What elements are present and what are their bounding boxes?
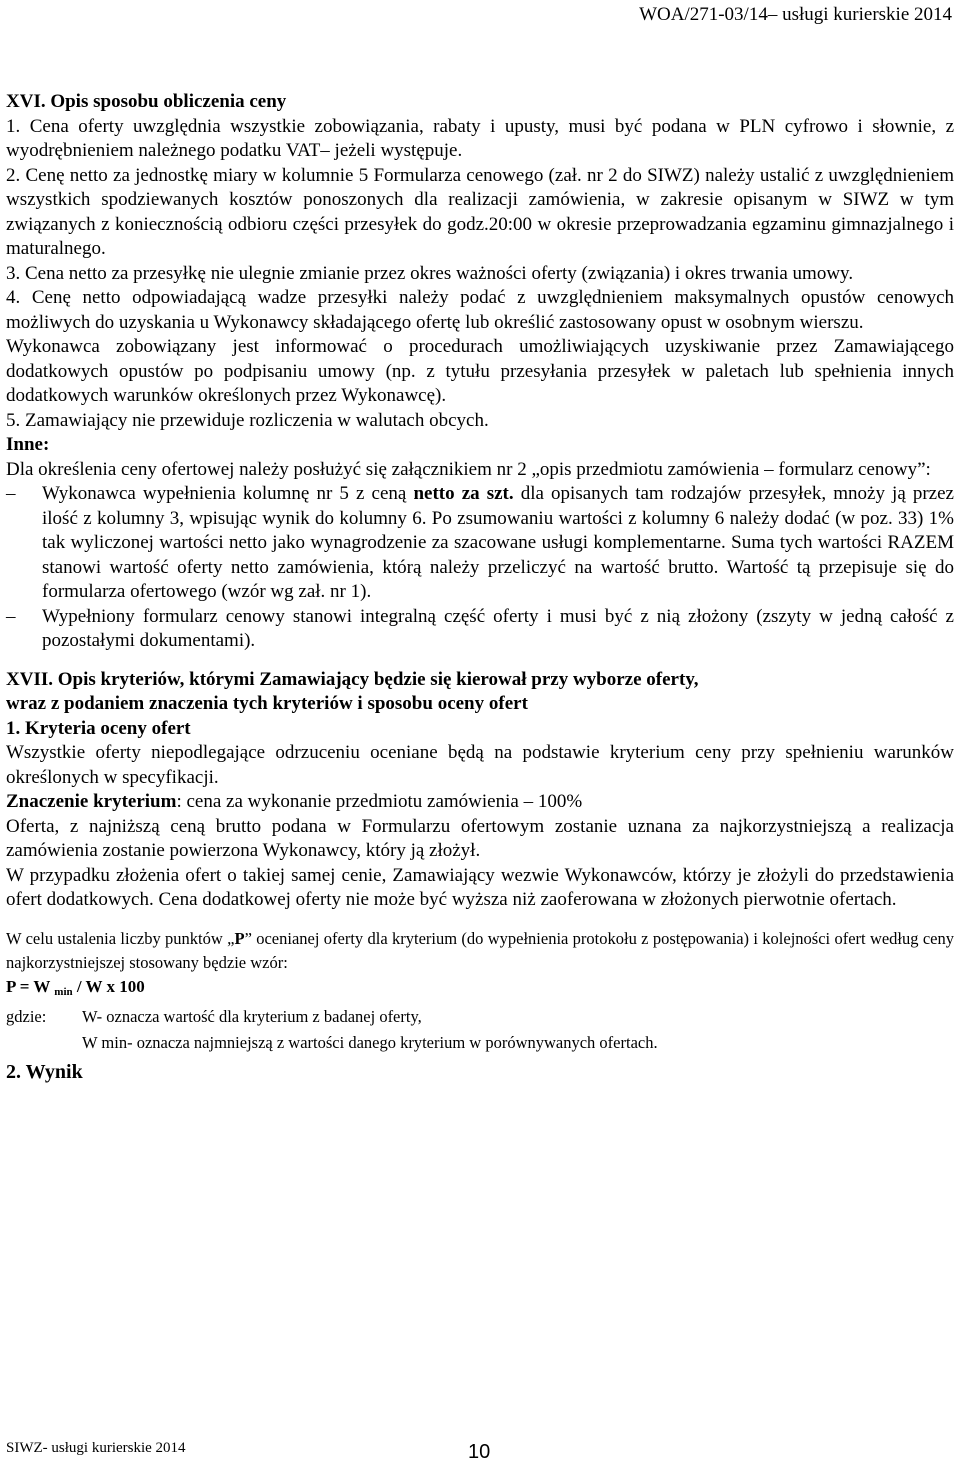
s16-paragraph-3: 3. Cena netto za przesyłkę nie ulegnie zmianie przez okres ważności oferty (związania) i okres trwania umowy.	[6, 262, 854, 284]
p4-part-b: ” ocenianej oferty dla kryterium (do wypełnienia protokołu z postępowania) i kolejności ofert według ceny najkorzystniejszej stosowany będzie wzór:	[6, 928, 954, 972]
s17-paragraph-2: Oferta, z najniższą ceną brutto podana w Formularzu ofertowym zostanie uznana za najkorzystniejszą a realizacja zamówienia zostanie powierzona Wykonawcy, który ją złożył.	[6, 815, 954, 861]
s16-paragraph-4b: Wykonawca zobowiązany jest informować o procedurach umożliwiających uzyskiwanie przez Zamawiającego dodatkowych opustów po podpisaniu umowy (np. z tytułu przesyłania przesyłek w paletach lub spełnienia innych dodatkowych warunków określonych przez Wykonawcę).	[6, 336, 954, 406]
bullet-item-1	[6, 482, 954, 605]
document-body	[6, 90, 954, 1085]
footer-title: SIWZ- usługi kurierskie 2014	[6, 1440, 186, 1456]
gdzie-label: gdzie:	[6, 1007, 47, 1026]
gdzie-definition-1: W- oznacza wartość dla kryterium z badanej oferty,	[82, 1007, 422, 1026]
formula-part-b: / W x 100	[72, 976, 145, 996]
s17-paragraph-1: Wszystkie oferty niepodlegające odrzuceniu oceniane będą na podstawie kryterium ceny przy spełnieniu warunków określonych w specyfikacji.	[6, 742, 954, 788]
znaczenie-label: Znaczenie kryterium	[6, 791, 177, 812]
s16-paragraph-2: 2. Cenę netto za jednostkę miary w kolumnie 5 Formularza cenowego (zał. nr 2 do SIWZ) należy ustalić z uwzględnieniem wszystkich spodziewanych kosztów ponoszonych dla realizacji zamówienia, w zakresie opisanym w SIWZ w tym związanych z koniecznością odbioru części przesyłek do godz.20:00 w okresie przeprowadzania egzaminu gimnazjalnego i maturalnego.	[6, 164, 954, 259]
s17-subheading-2: 2. Wynik	[6, 1061, 83, 1083]
bullet-1-part-a: Wykonawca wypełnienia kolumnę nr 5 z ceną	[42, 483, 414, 504]
gdzie-line-1	[6, 1004, 954, 1030]
formula-subscript: min	[54, 985, 73, 998]
inne-label: Inne:	[6, 434, 50, 455]
section-17-title-line-2: wraz z podaniem znaczenia tych kryteriów i sposobu oceny ofert	[6, 693, 528, 714]
p4-bold-p: P	[234, 928, 245, 948]
dash-marker: –	[6, 483, 16, 504]
dash-marker: –	[6, 605, 16, 627]
s16-paragraph-1: 1. Cena oferty uwzględnia wszystkie zobowiązania, rabaty i upusty, musi być podana w PLN cyfrowo i słownie, z wyodrębnieniem należnego podatku VAT– jeżeli występuje.	[6, 115, 954, 161]
section-16-title: XVI. Opis sposobu obliczenia ceny	[6, 91, 287, 112]
s17-paragraph-3: W przypadku złożenia ofert o takiej samej cenie, Zamawiający wezwie Wykonawców, którzy je złożyli do przedstawienia ofert dodatkowych. Cena dodatkowej oferty nie może być wyższa niż zaoferowana w złożonych pierwotnie ofertach.	[6, 864, 954, 910]
bullet-1-bold: netto za szt.	[413, 483, 514, 504]
znaczenie-text: : cena za wykonanie przedmiotu zamówienia – 100%	[176, 791, 583, 812]
inne-text: Dla określenia ceny ofertowej należy posłużyć się załącznikiem nr 2 „opis przedmiotu zamówienia – formularz cenowy”:	[6, 458, 931, 480]
s17-paragraph-4	[6, 927, 954, 975]
score-formula	[6, 975, 954, 1005]
gdzie-line-2	[6, 1030, 954, 1056]
gdzie-spacer	[6, 1030, 82, 1056]
p4-part-a: W celu ustalenia liczby punktów „	[6, 928, 235, 948]
bullet-1-text	[42, 482, 954, 605]
gdzie-definition-2: W min- oznacza najmniejszą z wartości danego kryterium w porównywanych ofertach.	[82, 1033, 658, 1052]
bullet-1-part-b: dla opisanych tam rodzajów przesyłek, mnoży ją przez ilość z kolumny 3, wpisując wynik do kolumny 6. Po zsumowaniu wartości z kolumny 6 należy dodać (w poz. 33) 1% tak wyliczonej wartości netto jako wynagrodzenie za szacowane usługi komplementarne. Suma tych wartości RAZEM stanowi wartość oferty netto zamówienia, którą należy przeliczyć na wartość brutto. Wartość tą przepisuje się do formularza ofertowego (wzór wg zał. nr 1).	[42, 483, 954, 602]
s17-subheading-1: 1. Kryteria oceny ofert	[6, 717, 191, 739]
s16-paragraph-4: 4. Cenę netto odpowiadającą wadze przesyłki należy podać z uwzględnieniem maksymalnych opustów cenowych możliwych do uzyskania u Wykonawcy składającego ofertę lub określić zastosowany opust w osobnym wierszu.	[6, 287, 954, 333]
document-header-reference: WOA/271-03/14– usługi kurierskie 2014	[639, 4, 952, 25]
page-number: 10	[468, 1441, 491, 1463]
s17-znaczenie	[6, 790, 954, 815]
bullet-2-text: Wypełniony formularz cenowy stanowi integralną część oferty i musi być z nią złożony (zszyty w jedną całość z pozostałymi dokumentami).	[42, 605, 954, 651]
formula-part-a: P = W	[6, 976, 55, 996]
section-17-title-line-1: XVII. Opis kryteriów, którymi Zamawiający będzie się kierował przy wyborze oferty,	[6, 668, 699, 690]
bullet-item-2	[6, 605, 954, 654]
s16-paragraph-5: 5. Zamawiający nie przewiduje rozliczenia w walutach obcych.	[6, 409, 489, 431]
